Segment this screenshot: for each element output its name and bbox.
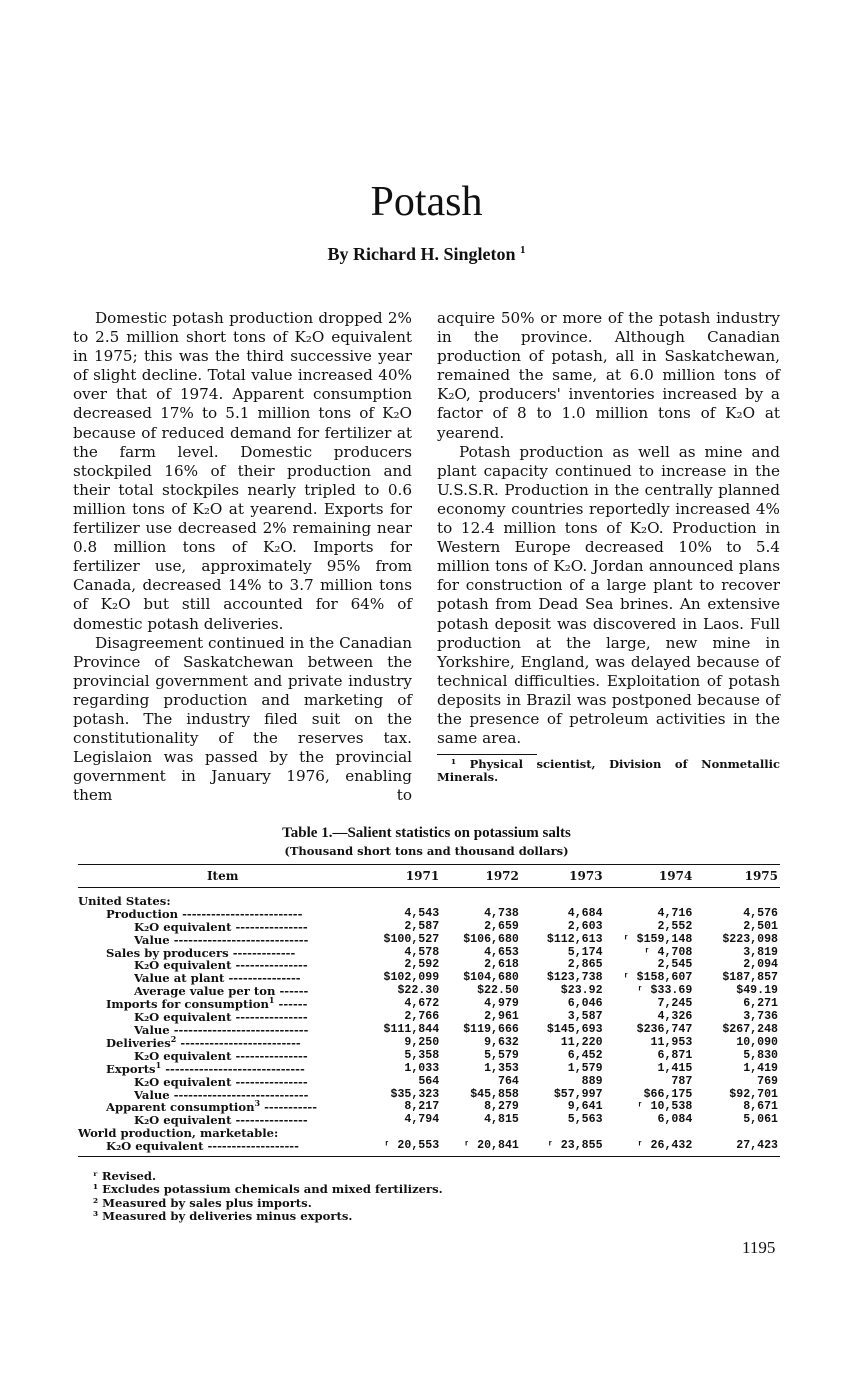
table-cell: ʳ 23,855 bbox=[519, 1140, 603, 1156]
table-cell: 889 bbox=[581, 1074, 603, 1088]
table-cell: $267,248 bbox=[722, 1022, 778, 1036]
table-cell: ʳ 26,432 bbox=[603, 1140, 693, 1156]
table-footnote: ¹ Excludes potassium chemicals and mixed fertilizers. bbox=[93, 1182, 443, 1197]
table-footnote: ² Measured by sales plus imports. bbox=[93, 1195, 312, 1210]
paragraph: Domestic potash production dropped 2% to 2.5 million short tons of K₂O equivalent in 1975; this was the third successive year of slight decline. Total value increased 40% over that of 1974. Apparent consumption decreased 17% to 5.1 million tons of K₂O because of reduced demand for fertilizer at the farm level. Domestic producers stockpiled 16% of their production and their total stockpiles nearly tripled to 0.6 million tons of K₂O at yearend. Exports for fertilizer use decreased 2% remaining near 0.8 million tons of K₂O. Imports for fertilizer use, approximately 95% from Canada, decreased 14% to 3.7 million tons of K₂O but still accounted for 64% of domestic potash deliveries. bbox=[73, 309, 412, 633]
table-cell: $45,858 bbox=[470, 1087, 519, 1101]
table-body bbox=[78, 887, 780, 1156]
table-cell: $102,099 bbox=[383, 971, 440, 985]
table-cell: $49.19 bbox=[736, 984, 778, 998]
table-cell: $119,666 bbox=[463, 1022, 519, 1036]
table-cell: 2,587 bbox=[404, 919, 440, 933]
column-header: 1973 bbox=[519, 865, 603, 888]
table-cell: 8,279 bbox=[484, 1100, 519, 1114]
table-cell: ʳ $159,148 bbox=[622, 932, 693, 946]
footnote-mark: 1 bbox=[155, 1059, 162, 1070]
footnote-mark: 3 bbox=[254, 1098, 261, 1109]
table-cell: 4,738 bbox=[484, 906, 519, 920]
table-cell: 10,090 bbox=[736, 1035, 778, 1049]
table-cell: 9,641 bbox=[567, 1100, 603, 1114]
table-cell bbox=[692, 887, 780, 907]
table-cell: 6,084 bbox=[657, 1113, 693, 1127]
row-label-text: K₂O equivalent bbox=[134, 1074, 232, 1089]
row-label-text: Exports bbox=[106, 1061, 156, 1076]
table-cell: 4,979 bbox=[484, 997, 519, 1011]
table-cell: $22.30 bbox=[397, 984, 440, 998]
table-cell: $22.50 bbox=[477, 984, 519, 998]
table-cell: 2,592 bbox=[404, 958, 440, 972]
table-cell bbox=[439, 887, 519, 907]
table-cell: ʳ $33.69 bbox=[636, 984, 693, 998]
table-subtitle: (Thousand short tons and thousand dollars) bbox=[284, 844, 569, 858]
row-label-text: Average value per ton bbox=[134, 984, 276, 999]
table-cell: 2,865 bbox=[567, 958, 603, 972]
table-cell bbox=[519, 887, 603, 907]
table-cell: ʳ 4,708 bbox=[643, 945, 693, 959]
page-number: 1195 bbox=[742, 1238, 776, 1257]
table-cell: 4,653 bbox=[484, 945, 519, 959]
leader-dots: ---------------------------- bbox=[169, 932, 309, 947]
leader-dots: --------------- bbox=[231, 1074, 308, 1089]
table-cell: 1,579 bbox=[567, 1061, 603, 1075]
table-header-row bbox=[78, 865, 780, 888]
salient-statistics-table bbox=[78, 864, 780, 1157]
table-cell: 5,563 bbox=[567, 1113, 603, 1127]
table-cell: ʳ 20,841 bbox=[439, 1140, 519, 1156]
row-label-text: K₂O equivalent bbox=[134, 958, 232, 973]
table-cell: 564 bbox=[418, 1074, 440, 1088]
table-cell: 764 bbox=[498, 1074, 519, 1088]
table-cell: $66,175 bbox=[643, 1087, 693, 1101]
table-cell: 787 bbox=[671, 1074, 693, 1088]
row-label-text: Imports for consumption bbox=[106, 997, 269, 1012]
column-header: 1974 bbox=[603, 865, 693, 888]
table-cell: 9,250 bbox=[404, 1035, 440, 1049]
table-cell: 6,046 bbox=[567, 997, 603, 1011]
column-header: 1975 bbox=[692, 865, 780, 888]
left-column bbox=[73, 309, 412, 805]
table-caption: Table 1.—Salient statistics on potassium salts bbox=[282, 825, 571, 841]
table-cell: 6,271 bbox=[743, 997, 778, 1011]
row-label-text: K₂O equivalent bbox=[134, 1010, 232, 1025]
paragraph: Potash production as well as mine and plant capacity continued to increase in the U.S.S.R. Production in the centrally planned economy countries reportedly increased 4% to 12.4 million tons of K₂O. Production in Western Europe decreased 10% to 5.4 million tons of K₂O. Jordan announced plans for construction of a large plant to recover potash from Dead Sea brines. An extensive potash deposit was discovered in Laos. Full production at the large, new mine in Yorkshire, England, was delayed because of technical difficulties. Exploitation of potash deposits in Brazil was postponed because of the presence of petroleum activities in the same area. bbox=[437, 442, 780, 748]
row-label-text: Value bbox=[134, 932, 170, 947]
row-label-text: K₂O equivalent bbox=[134, 919, 232, 934]
row-label-text: Value at plant bbox=[134, 971, 225, 986]
table-cell: 4,794 bbox=[404, 1113, 440, 1127]
table-cell: $112,613 bbox=[546, 932, 603, 946]
table-cell: 1,033 bbox=[404, 1061, 440, 1075]
table-cell: 1,353 bbox=[484, 1061, 519, 1075]
row-label bbox=[78, 887, 367, 907]
leader-dots: --------------- bbox=[224, 971, 301, 986]
column-header: Item bbox=[78, 865, 367, 888]
author-name: By Richard H. Singleton bbox=[327, 244, 516, 264]
table-cell: 3,736 bbox=[743, 1010, 778, 1024]
table-cell: 3,587 bbox=[567, 1010, 603, 1024]
table-cell: 2,552 bbox=[657, 919, 693, 933]
row-label-text: Value bbox=[134, 1087, 170, 1102]
leader-dots: ----------------------------- bbox=[161, 1061, 305, 1076]
table-footnote: ³ Measured by deliveries minus exports. bbox=[93, 1208, 353, 1223]
table-footnote: ʳ Revised. bbox=[93, 1169, 157, 1183]
table-cell: 2,603 bbox=[567, 919, 603, 933]
table-cell: 4,672 bbox=[404, 997, 440, 1011]
leader-dots: ------ bbox=[274, 997, 308, 1012]
leader-dots: ------------- bbox=[228, 945, 296, 960]
table-cell: 1,419 bbox=[743, 1061, 778, 1075]
leader-dots: ---------------------------- bbox=[169, 1022, 309, 1037]
table-cell: $223,098 bbox=[722, 932, 778, 946]
table-cell: 7,245 bbox=[657, 997, 693, 1011]
table-cell: $57,997 bbox=[553, 1087, 603, 1101]
table-cell: $187,857 bbox=[722, 971, 778, 985]
leader-dots: --------------- bbox=[231, 958, 308, 973]
row-label-text: Value bbox=[134, 1022, 170, 1037]
table-cell: 4,543 bbox=[404, 906, 440, 920]
table-cell: 27,423 bbox=[692, 1140, 780, 1156]
table-cell bbox=[367, 887, 439, 907]
table-cell: $123,738 bbox=[546, 971, 603, 985]
row-label-text: Sales by producers bbox=[106, 945, 229, 960]
row-label bbox=[78, 1140, 367, 1156]
table-cell: $145,693 bbox=[546, 1022, 603, 1036]
table-row bbox=[78, 1140, 780, 1156]
leader-dots: ------------------------- bbox=[176, 1035, 301, 1050]
table-cell: 4,815 bbox=[484, 1113, 519, 1127]
table-cell: ʳ $158,607 bbox=[622, 971, 693, 985]
table-cell: 2,094 bbox=[743, 958, 778, 972]
footnote-divider bbox=[437, 754, 537, 755]
table-cell: 2,659 bbox=[484, 919, 519, 933]
footnote-mark: 1 bbox=[268, 995, 275, 1006]
leader-dots: --------------- bbox=[231, 1010, 308, 1025]
author-footnote: ¹ Physical scientist, Division of Nonmetallic Minerals. bbox=[437, 757, 780, 785]
table-cell: 5,174 bbox=[567, 945, 603, 959]
table-cell: 1,415 bbox=[657, 1061, 693, 1075]
leader-dots: ---------------------------- bbox=[169, 1087, 309, 1102]
table-cell: 5,358 bbox=[404, 1048, 440, 1062]
table-cell: 5,061 bbox=[743, 1113, 778, 1127]
table-cell: 4,716 bbox=[657, 906, 693, 920]
table-cell: 2,545 bbox=[657, 958, 693, 972]
table-cell: 5,579 bbox=[484, 1048, 519, 1062]
footnote-mark: 2 bbox=[170, 1034, 177, 1045]
table-cell: $236,747 bbox=[636, 1022, 693, 1036]
table-cell: $106,680 bbox=[463, 932, 519, 946]
table-cell: 4,576 bbox=[743, 906, 778, 920]
column-header: 1971 bbox=[367, 865, 439, 888]
row-label-text: K₂O equivalent bbox=[106, 1139, 204, 1154]
table-cell: 4,326 bbox=[657, 1010, 693, 1024]
table-cell: 5,830 bbox=[743, 1048, 778, 1062]
row-label-text: World production, marketable: bbox=[78, 1126, 279, 1141]
table-cell: 9,632 bbox=[484, 1035, 519, 1049]
table-cell bbox=[603, 887, 693, 907]
paragraph: acquire 50% or more of the potash industry in the province. Although Canadian production of potash, all in Saskatchewan, remained the same, at 6.0 million tons of K₂O, producers' inventories increased by a factor of 8 to 1.0 million tons of K₂O at yearend. bbox=[437, 309, 780, 442]
table-cell: 8,671 bbox=[743, 1100, 778, 1114]
table-cell: 2,501 bbox=[743, 919, 778, 933]
table-cell: $23.92 bbox=[560, 984, 603, 998]
table-cell: 6,871 bbox=[657, 1048, 693, 1062]
row-label-text: Apparent consumption bbox=[106, 1100, 255, 1115]
leader-dots: --------------- bbox=[231, 1048, 308, 1063]
row-label-text: Production bbox=[106, 906, 179, 921]
table-cell: ʳ 20,553 bbox=[367, 1140, 439, 1156]
row-label-text: Deliveries bbox=[106, 1035, 171, 1050]
table-footnotes bbox=[93, 1170, 443, 1223]
page-title: Potash bbox=[370, 179, 483, 225]
leader-dots: --------------- bbox=[231, 919, 308, 934]
leader-dots: ------------------- bbox=[203, 1139, 299, 1154]
right-column bbox=[437, 309, 780, 784]
table-cell: 2,766 bbox=[404, 1010, 440, 1024]
leader-dots: --------------- bbox=[231, 1113, 308, 1128]
author-note-mark: 1 bbox=[520, 244, 526, 256]
leader-dots: ------------------------- bbox=[178, 906, 303, 921]
table-cell: 769 bbox=[757, 1074, 778, 1088]
row-label-text: United States: bbox=[78, 893, 171, 908]
table-cell: $35,323 bbox=[390, 1087, 440, 1101]
table-cell: 6,452 bbox=[567, 1048, 603, 1062]
table-cell: $104,680 bbox=[463, 971, 519, 985]
table-cell: 3,819 bbox=[743, 945, 778, 959]
column-header: 1972 bbox=[439, 865, 519, 888]
table-cell: $100,527 bbox=[383, 932, 440, 946]
leader-dots: ------ bbox=[275, 984, 309, 999]
table-cell: 8,217 bbox=[404, 1100, 440, 1114]
table-row bbox=[78, 887, 780, 907]
author-byline bbox=[0, 244, 853, 265]
table-cell: $111,844 bbox=[383, 1022, 440, 1036]
table-cell: 4,578 bbox=[404, 945, 440, 959]
row-label-text: K₂O equivalent bbox=[134, 1048, 232, 1063]
paragraph: Disagreement continued in the Canadian Province of Saskatchewan between the provincial government and private industry regarding production and marketing of potash. The industry filed suit on the constitutionality of the reserves tax. Legislaion was passed by the provincial government in January 1976, enabling them to bbox=[73, 633, 412, 805]
row-label-text: K₂O equivalent bbox=[134, 1113, 232, 1128]
table-cell: $92,701 bbox=[729, 1087, 778, 1101]
table-cell: 2,618 bbox=[484, 958, 519, 972]
table-cell: ʳ 10,538 bbox=[636, 1100, 693, 1114]
table-cell: 4,684 bbox=[567, 906, 603, 920]
table-cell: 11,953 bbox=[650, 1035, 693, 1049]
table-cell: 11,220 bbox=[560, 1035, 603, 1049]
leader-dots: ----------- bbox=[260, 1100, 318, 1115]
table-cell: 2,961 bbox=[484, 1010, 519, 1024]
